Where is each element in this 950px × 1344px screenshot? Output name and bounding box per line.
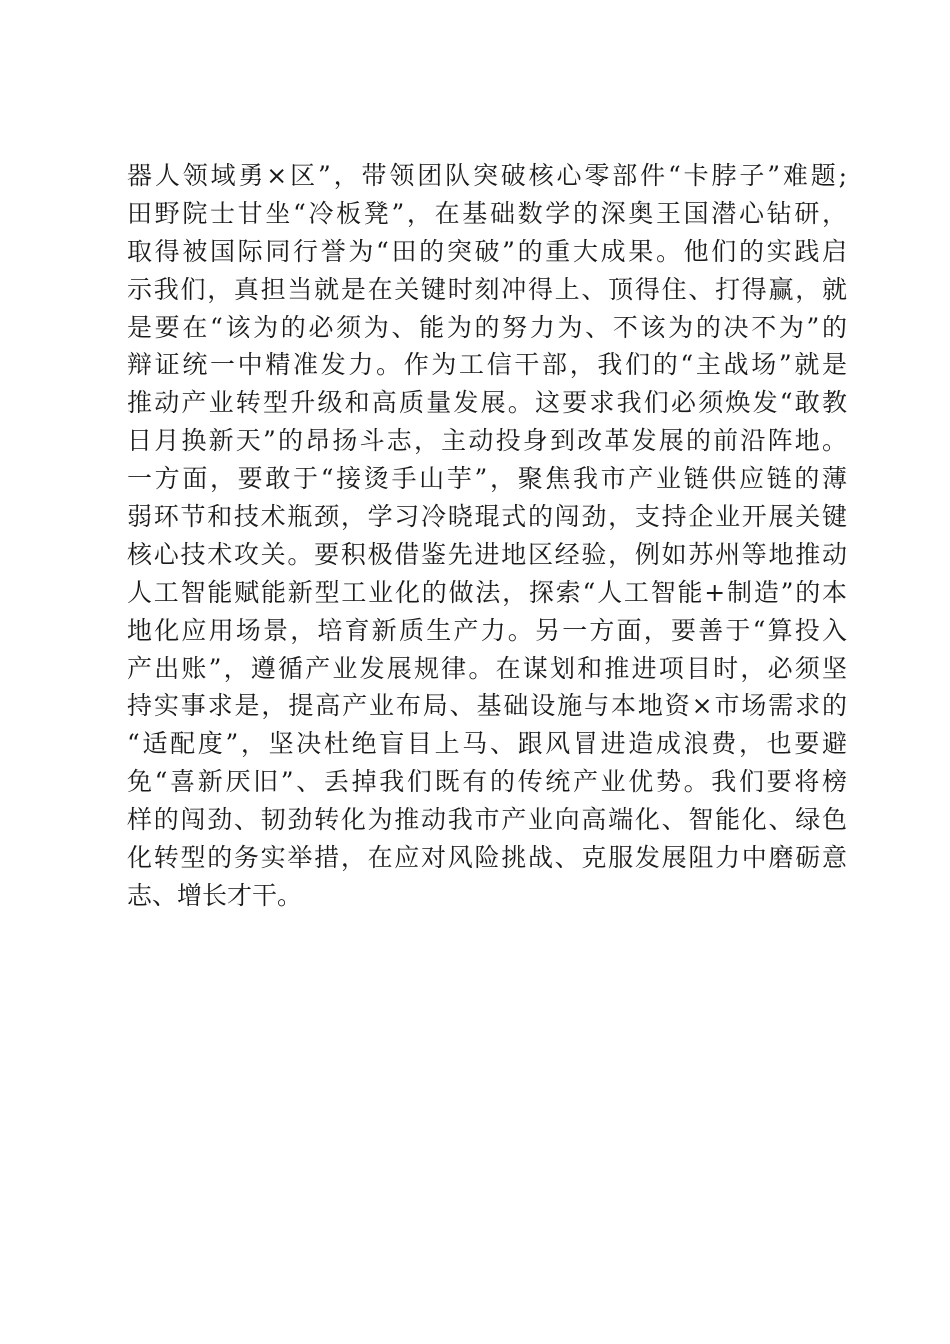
text-line: “适配度”，坚决杜绝盲目上马、跟风冒进造成浪费，也要避 xyxy=(127,729,847,759)
text-line: 志、增长才干。 xyxy=(127,880,303,910)
text-line: 免“喜新厌旧”、丢掉我们既有的传统产业优势。我们要将榜 xyxy=(127,767,847,797)
text-line: 弱环节和技术瓶颈，学习冷晓琨式的闯劲，支持企业开展关键 xyxy=(127,502,847,532)
text-line: 日月换新天”的昂扬斗志，主动投身到改革发展的前沿阵地。 xyxy=(127,426,847,456)
text-line: 产出账”，遵循产业发展规律。在谋划和推进项目时，必须坚 xyxy=(127,653,847,683)
body-paragraph xyxy=(127,157,847,915)
text-line: 器人领域勇×区”，带领团队突破核心零部件“卡脖子”难题; xyxy=(127,161,847,190)
text-line: 持实事求是，提高产业布局、基础设施与本地资×市场需求的 xyxy=(127,691,847,721)
text-line: 地化应用场景，培育新质生产力。另一方面，要善于“算投入 xyxy=(127,615,847,645)
text-line: 取得被国际同行誉为“田的突破”的重大成果。他们的实践启 xyxy=(127,236,847,266)
text-line: 一方面，要敢于“接烫手山芋”，聚焦我市产业链供应链的薄 xyxy=(127,464,847,494)
text-line: 人工智能赋能新型工业化的做法，探索“人工智能+制造”的本 xyxy=(127,577,847,607)
text-line: 是要在“该为的必须为、能为的努力为、不该为的决不为”的 xyxy=(127,312,847,342)
text-line: 样的闯劲、韧劲转化为推动我市产业向高端化、智能化、绿色 xyxy=(127,805,847,835)
text-line: 示我们，真担当就是在关键时刻冲得上、顶得住、打得赢，就 xyxy=(127,274,847,304)
text-line: 推动产业转型升级和高质量发展。这要求我们必须焕发“敢教 xyxy=(127,388,847,418)
text-line: 辩证统一中精准发力。作为工信干部，我们的“主战场”就是 xyxy=(127,350,847,380)
text-line: 田野院士甘坐“冷板凳”，在基础数学的深奥王国潜心钻研， xyxy=(127,198,847,228)
text-line: 核心技术攻关。要积极借鉴先进地区经验，例如苏州等地推动 xyxy=(127,539,847,569)
text-line: 化转型的务实举措，在应对风险挑战、克服发展阻力中磨砺意 xyxy=(127,843,847,873)
